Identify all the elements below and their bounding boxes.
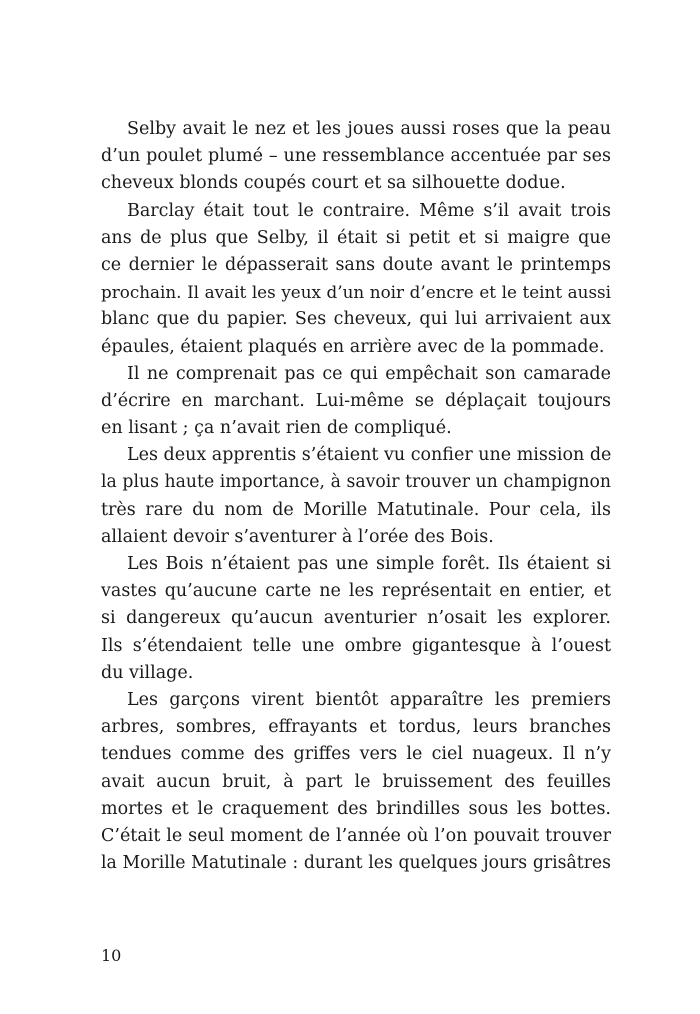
body-text — [101, 116, 611, 877]
text-line: Les deux apprentis s’étaient vu confier une mission de — [127, 445, 612, 466]
text-line: du village. — [101, 662, 194, 683]
text-line: si dangereux qu’aucun aventurier n’osait les explorer. — [101, 608, 611, 629]
text-line: épaules, étaient plaqués en arrière avec de la pommade. — [101, 336, 605, 357]
text-line: arbres, sombres, effrayants et tordus, leurs branches — [101, 717, 611, 738]
text-line: Selby avait le nez et les joues aussi roses que la peau — [127, 119, 611, 139]
text-line: ce dernier le dépasserait sans doute avant le printemps — [101, 254, 611, 275]
text-line: d’écrire en marchant. Lui-même se déplaçait toujours — [101, 390, 611, 411]
text-line: vastes qu’aucune carte ne les représentait en entier, et — [101, 581, 611, 602]
text-line: Ils s’étendaient telle une ombre gigantesque à l’ouest — [101, 635, 611, 656]
text-line: allaient devoir s’aventurer à l’orée des Bois. — [101, 526, 494, 547]
text-line: la plus haute importance, à savoir trouver un champignon — [101, 472, 611, 493]
text-line: très rare du nom de Morille Matutinale. Pour cela, ils — [101, 499, 611, 520]
text-line: Les Bois n’étaient pas une simple forêt. Ils étaient si — [127, 554, 611, 574]
text-line: cheveux blonds coupés court et sa silhouette dodue. — [101, 173, 566, 194]
text-line: C’était le seul moment de l’année où l’on pouvait trouver — [101, 825, 611, 846]
page-number: 10 — [101, 946, 122, 965]
text-line: prochain. Il avait les yeux d’un noir d’encre et le teint aussi — [101, 282, 611, 303]
text-line: Les garçons virent bientôt apparaître les premiers — [127, 689, 611, 710]
text-line: Il ne comprenait pas ce qui empêchait son camarade — [127, 363, 611, 384]
text-line: en lisant ; ça n’avait rien de compliqué. — [101, 418, 452, 439]
text-line: d’un poulet plumé – une ressemblance accentuée par ses — [101, 146, 611, 167]
text-line: mortes et le craquement des brindilles sous les bottes. — [101, 798, 611, 819]
text-line: Barclay était tout le contraire. Même s’il avait trois — [127, 200, 611, 221]
text-line: tendues comme des griffes vers le ciel nuageux. Il n’y — [101, 744, 611, 765]
text-line: avait aucun bruit, à part le bruissement des feuilles — [101, 771, 611, 792]
text-line: la Morille Matutinale : durant les quelques jours grisâtres — [101, 853, 611, 874]
text-line: ans de plus que Selby, il était si petit et si maigre que — [101, 227, 611, 248]
text-line: blanc que du papier. Ses cheveux, qui lui arrivaient aux — [101, 309, 611, 330]
